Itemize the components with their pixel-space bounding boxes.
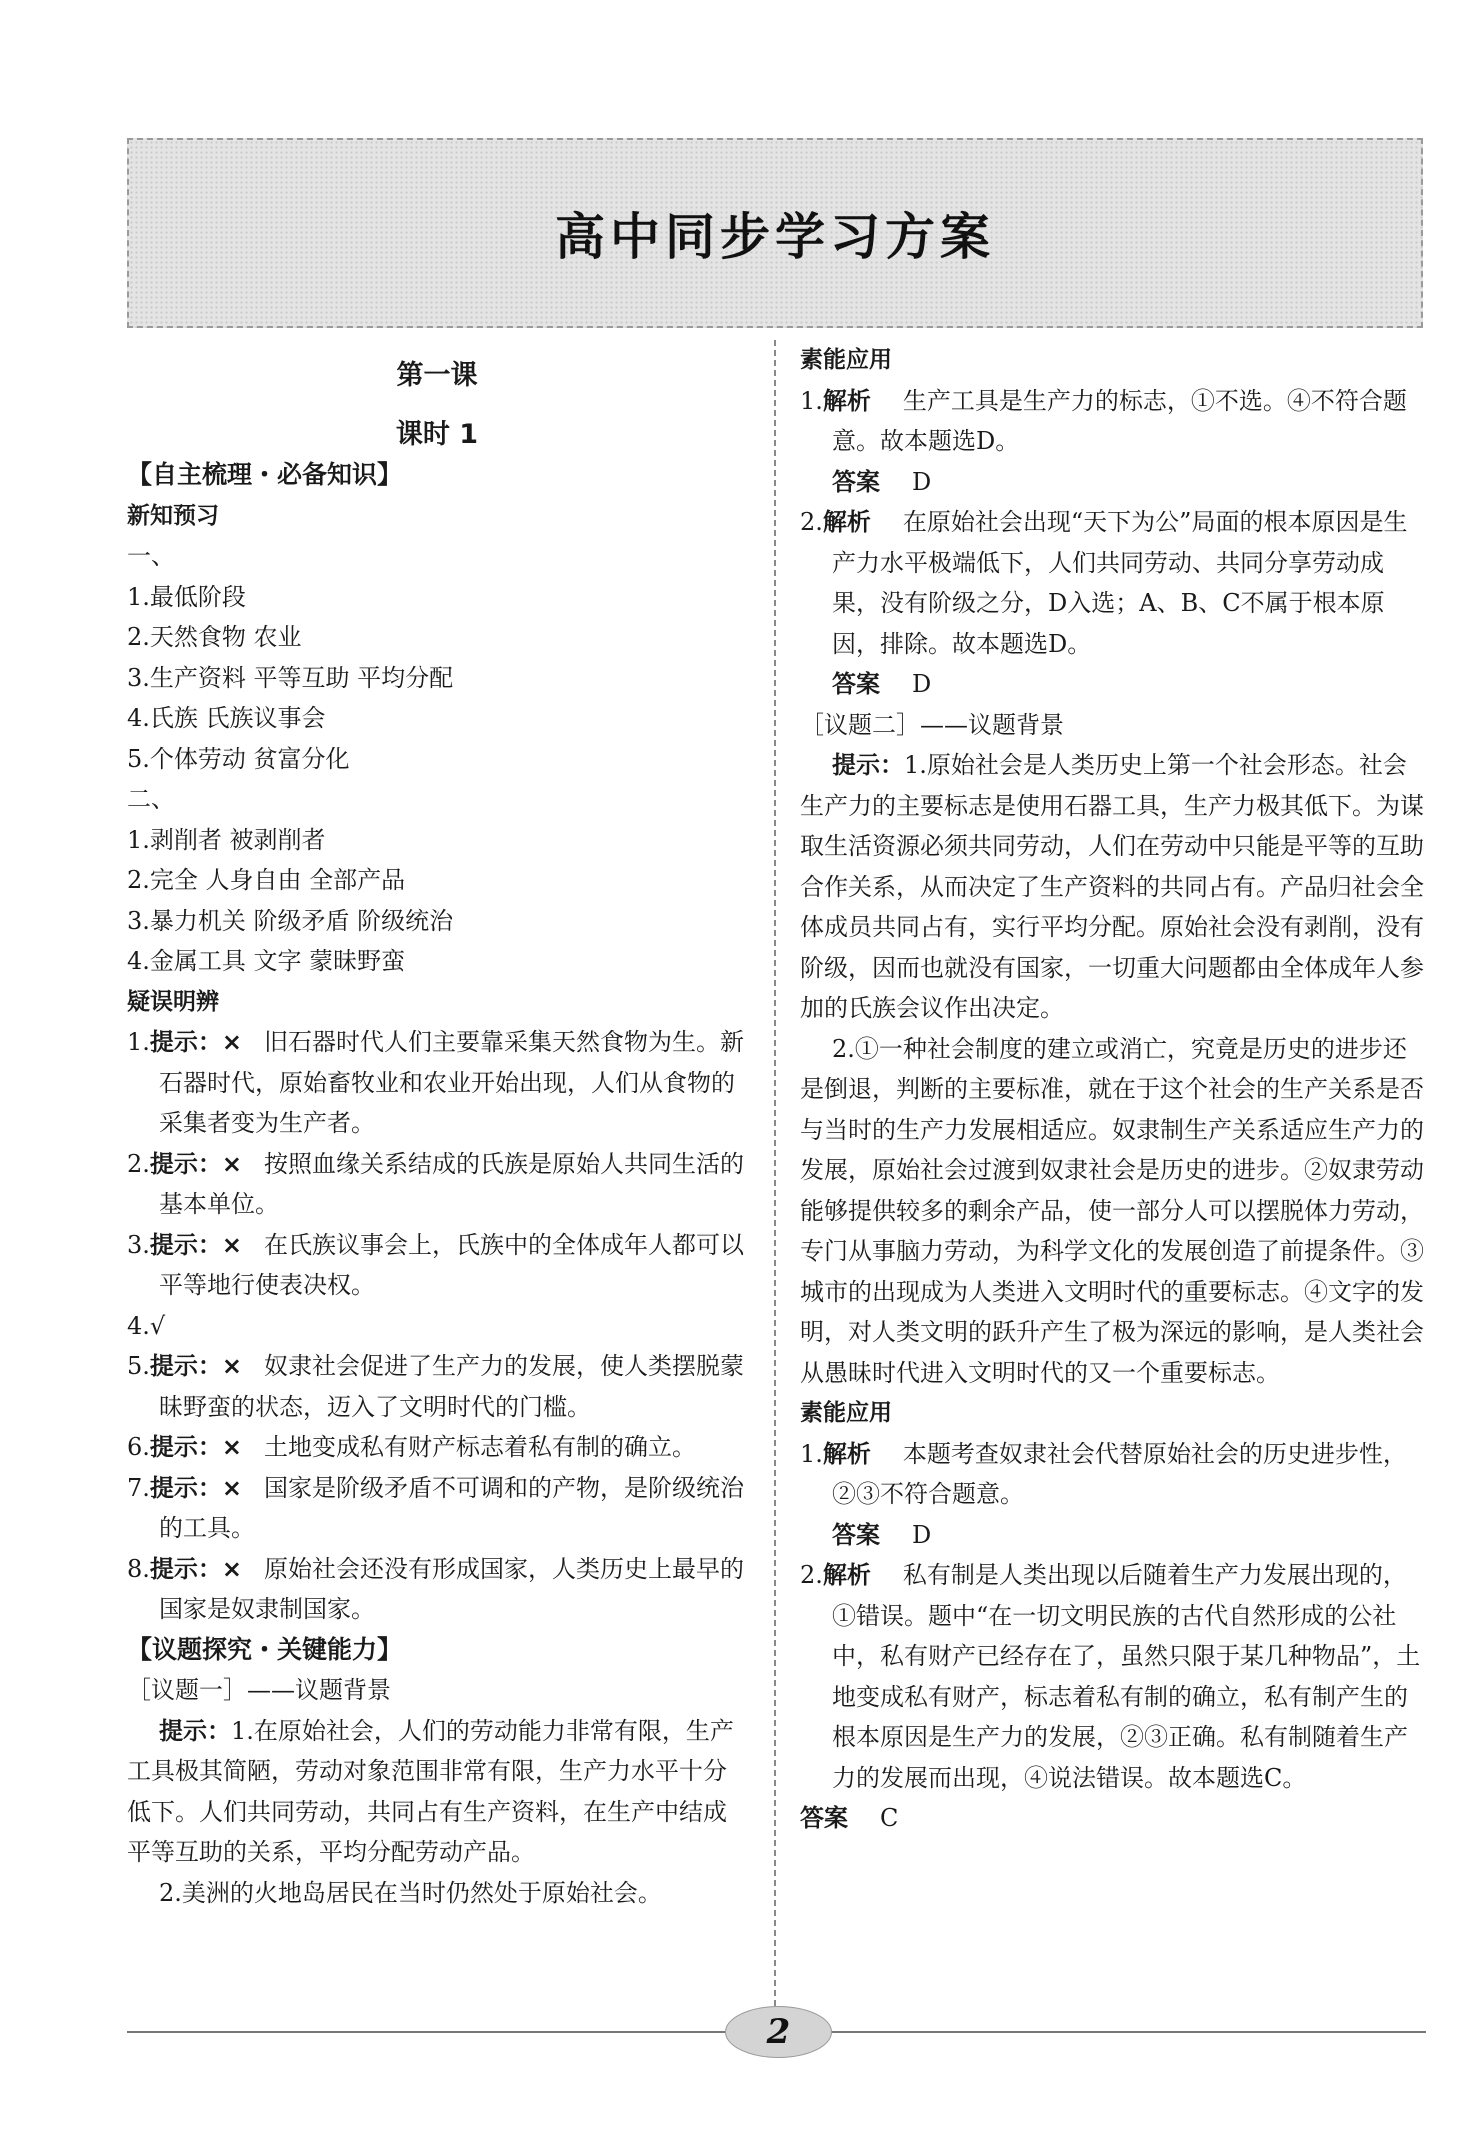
answer-label: 答案 [832, 670, 880, 698]
preview-part2-label: 二、 [127, 785, 175, 813]
column-divider [774, 340, 776, 2016]
tip-label: 提示：× [149, 1473, 243, 1502]
analysis-label: 解析 [822, 1439, 871, 1468]
preview-item: 3.暴力机关 阶级矛盾 阶级统治 [127, 906, 454, 935]
answer-line: 答案 D [832, 670, 932, 698]
answer-label: 答案 [832, 467, 880, 496]
tip-label: 提示：× [149, 1433, 243, 1461]
preview-item: 2.天然食物 农业 [127, 623, 302, 651]
error-item: 7.提示：× 国家是阶级矛盾不可调和的产物，是阶级统治的工具。 [127, 1473, 745, 1542]
error-item: 6.提示：× 土地变成私有财产标志着私有制的确立。 [127, 1433, 697, 1461]
preview-item: 1.最低阶段 [127, 582, 246, 611]
left-column [127, 340, 747, 1913]
topic1-title: ［议题一］——议题背景 [127, 1676, 391, 1704]
preview-item: 3.生产资料 平等互助 平均分配 [127, 663, 454, 692]
tip-label: 提示：× [149, 1149, 243, 1178]
tip-label: 提示：× [149, 1352, 243, 1380]
tip-label: 提示：× [149, 1028, 243, 1056]
footer-rule-right [830, 2031, 1426, 2033]
tip-label: 提示： [159, 1716, 231, 1745]
lesson-title: 第一课 [396, 360, 478, 391]
preview-item: 4.金属工具 文字 蒙昧野蛮 [127, 947, 406, 975]
error-item: 5.提示：× 奴隶社会促进了生产力的发展，使人类摆脱蒙昧野蛮的状态，迈入了文明时代的门槛。 [127, 1352, 745, 1421]
preview-item: 1.剥削者 被剥削者 [127, 825, 326, 854]
preview-title: 新知预习 [127, 502, 219, 529]
topic1-paragraph: 2.美洲的火地岛居民在当时仍然处于原始社会。 [159, 1878, 662, 1907]
answer-label: 答案 [832, 1520, 880, 1549]
section-title-ability: 【议题探究・关键能力】 [127, 1634, 403, 1664]
apply-item: 2.解析 在原始社会出现“天下为公”局面的根本原因是生产力水平极端低下，人们共同劳动、共同分享劳动成果，没有阶级之分，D入选；A、B、C不属于根本原因，排除。故本题选D。 [800, 508, 1408, 658]
topic2-paragraph: 2.①一种社会制度的建立或消亡，究竟是历史的进步还是倒退，判断的主要标准，就在于这个社会的生产关系是否与当时的生产力发展相适应。奴隶制生产关系适应生产力的发展，原始社会过渡到奴隶社会是历史的进步。②奴隶劳动能够提供较多的剩余产品，使一部分人可以摆脱体力劳动，专门从事脑力劳动，为科学文化的发展创造了前提条件。③城市的出现成为人类进入文明时代的重要标志。④文字的发明，对人类文明的跃升产生了极为深远的影响，是人类社会从愚昧时代进入文明时代的又一个重要标志。 [800, 1034, 1424, 1387]
answer-label: 答案 [800, 1804, 848, 1832]
page-number: 2 [725, 2006, 832, 2058]
answer-line: 答案 D [832, 1520, 932, 1549]
topic2-paragraph: 提示：1.原始社会是人类历史上第一个社会形态。社会生产力的主要标志是使用石器工具，生产力极其低下。为谋取生活资源必须共同劳动，人们在劳动中只能是平等的互助合作关系，从而决定了生产资料的共同占有。产品归社会全体成员共同占有，实行平均分配。原始社会没有剥削，没有阶级，因而也就没有国家，一切重大问题都由全体成年人参加的氏族会议作出决定。 [800, 751, 1424, 1022]
topic2-title: ［议题二］——议题背景 [800, 710, 1064, 739]
error-item: 2.提示：× 按照血缘关系结成的氏族是原始人共同生活的基本单位。 [127, 1149, 745, 1218]
answer-line: 答案 C [800, 1804, 899, 1832]
right-column [800, 340, 1430, 1839]
section-title-knowledge: 【自主梳理・必备知识】 [127, 460, 403, 489]
error-item: 8.提示：× 原始社会还没有形成国家，人类历史上最早的国家是奴隶制国家。 [127, 1554, 745, 1623]
apply-item: 1.解析 本题考查奴隶社会代替原始社会的历史进步性，②③不符合题意。 [800, 1439, 1407, 1508]
tip-label: 提示：× [149, 1554, 243, 1583]
tip-label: 提示：× [149, 1230, 243, 1259]
preview-item: 5.个体劳动 贫富分化 [127, 744, 350, 773]
apply-title: 素能应用 [800, 347, 892, 373]
apply-title: 素能应用 [800, 1400, 892, 1426]
analysis-label: 解析 [822, 508, 871, 536]
topic1-paragraph: 提示：1.在原始社会，人们的劳动能力非常有限，生产工具极其简陋，劳动对象范围非常有限，生产力水平十分低下。人们共同劳动，共同占有生产资料，在生产中结成平等互助的关系，平均分配劳动产品。 [127, 1716, 734, 1866]
apply-item: 1.解析 生产工具是生产力的标志，①不选。④不符合题意。故本题选D。 [800, 386, 1407, 455]
analysis-label: 解析 [822, 1561, 871, 1589]
error-item: 4.√ [127, 1311, 166, 1340]
period-title: 课时 1 [395, 418, 479, 450]
analysis-label: 解析 [822, 386, 871, 415]
preview-item: 2.完全 人身自由 全部产品 [127, 866, 406, 894]
page-banner [127, 138, 1423, 328]
apply-item: 2.解析 私有制是人类出现以后随着生产力发展出现的，①错误。题中“在一切文明民族的古代自然形成的公社中，私有财产已经存在了，虽然只限于某几种物品”，土地变成私有财产，标志着私有制的确立，私有制产生的根本原因是生产力的发展，②③正确。私有制随着生产力的发展而出现，④说法错误。故本题选C。 [800, 1561, 1421, 1792]
answer-line: 答案 D [832, 467, 932, 496]
error-item: 1.提示：× 旧石器时代人们主要靠采集天然食物为生。新石器时代，原始畜牧业和农业开始出现，人们从食物的采集者变为生产者。 [127, 1028, 745, 1137]
footer-rule-left [127, 2031, 725, 2033]
errors-title: 疑误明辨 [127, 988, 219, 1015]
check-mark: √ [149, 1311, 166, 1340]
preview-item: 4.氏族 氏族议事会 [127, 704, 326, 732]
preview-part1-label: 一、 [127, 542, 175, 570]
banner-title: 高中同步学习方案 [555, 207, 995, 266]
tip-label: 提示： [832, 751, 904, 779]
error-item: 3.提示：× 在氏族议事会上，氏族中的全体成年人都可以平等地行使表决权。 [127, 1230, 745, 1299]
